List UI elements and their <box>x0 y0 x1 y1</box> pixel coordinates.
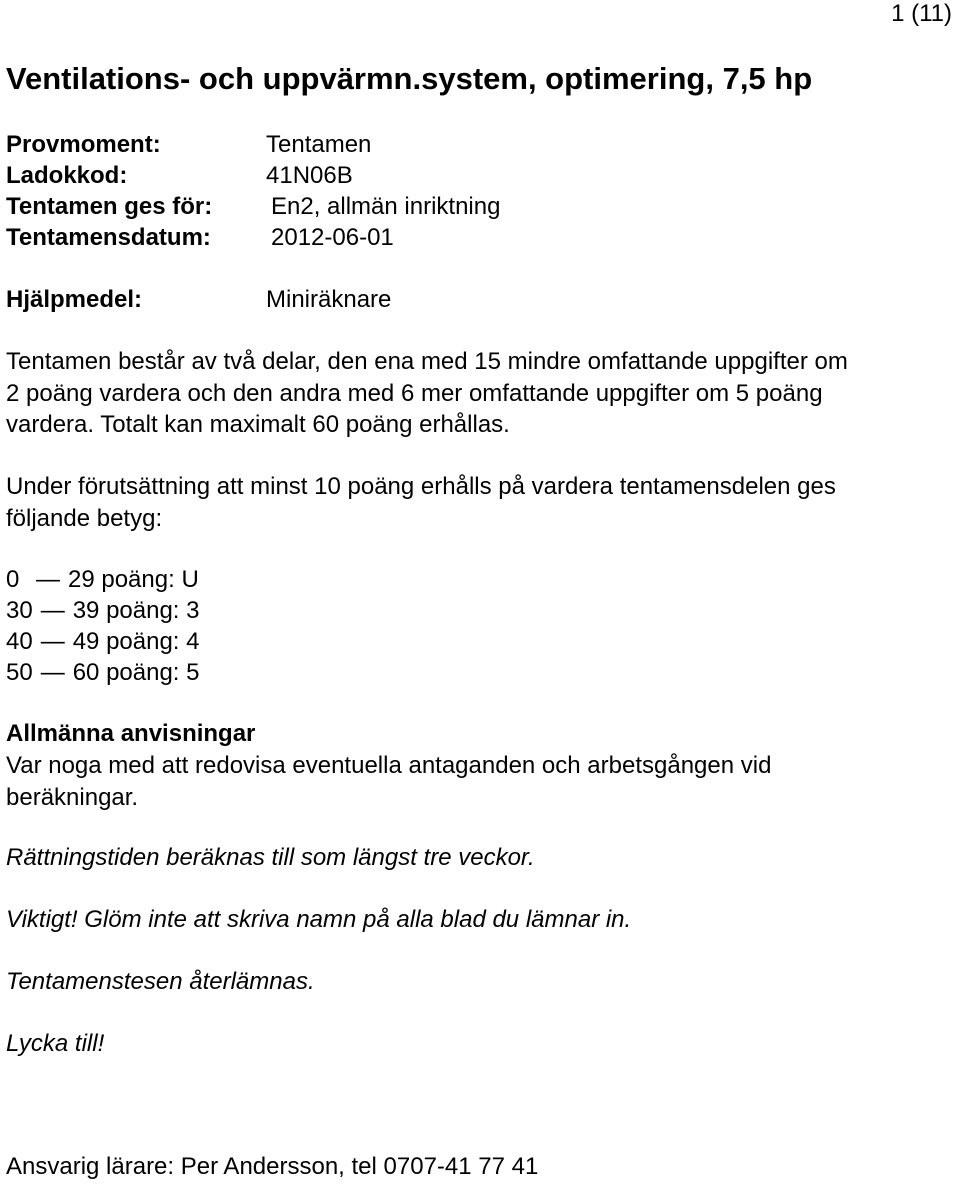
grade-row <box>6 658 200 688</box>
grade-rest: 39 poäng: 3 <box>72 597 200 624</box>
meta-value-datum: 2012-06-01 <box>271 224 394 251</box>
meta-label-provmoment: Provmoment: <box>6 131 161 158</box>
grade-rest: 29 poäng: U <box>68 566 199 593</box>
grade-dash: — <box>36 566 60 593</box>
note-return: Tentamenstesen återlämnas. <box>6 968 315 995</box>
responsible-teacher: Ansvarig lärare: Per Andersson, tel 0707-41 77 41 <box>6 1153 539 1180</box>
condition-line: Under förutsättning att minst 10 poäng erhålls på vardera tentamensdelen ges <box>6 473 836 500</box>
document-title: Ventilations- och uppvärmn.system, optimering, 7,5 hp <box>6 61 813 96</box>
grade-dash: — <box>40 659 65 686</box>
instructions-text <box>6 750 946 813</box>
meta-label-ges-for: Tentamen ges för: <box>6 193 213 220</box>
condition-line: följande betyg: <box>6 504 163 532</box>
intro-paragraph <box>6 346 946 441</box>
grade-from: 0 <box>6 566 20 593</box>
note-important: Viktigt! Glöm inte att skriva namn på alla blad du lämnar in. <box>6 906 632 933</box>
meta-label-hjalpmedel: Hjälpmedel: <box>6 286 143 313</box>
instructions-line: beräkningar. <box>6 783 139 811</box>
grade-rest: 49 poäng: 4 <box>72 628 200 655</box>
grade-rest: 60 poäng: 5 <box>72 659 200 686</box>
meta-value-ladokkod: 41N06B <box>266 162 353 189</box>
intro-line: vardera. Totalt kan maximalt 60 poäng erhållas. <box>6 411 510 438</box>
intro-line: Tentamen består av två delar, den ena med 15 mindre omfattande uppgifter om <box>6 348 848 375</box>
instructions-line: Var noga med att redovisa eventuella antaganden och arbetsgången vid <box>6 752 772 779</box>
instructions-heading: Allmänna anvisningar <box>6 720 256 747</box>
grade-dash: — <box>40 628 65 655</box>
meta-label-datum: Tentamensdatum: <box>6 224 211 251</box>
meta-label-ladokkod: Ladokkod: <box>6 162 128 189</box>
meta-value-hjalpmedel: Miniräknare <box>266 286 392 313</box>
grade-from: 30 <box>6 597 33 624</box>
meta-value-provmoment: Tentamen <box>266 131 372 158</box>
grade-from: 50 <box>6 659 33 686</box>
grade-dash: — <box>40 597 65 624</box>
note-good-luck: Lycka till! <box>6 1030 105 1057</box>
intro-line: 2 poäng vardera och den andra med 6 mer omfattande uppgifter om 5 poäng <box>6 379 823 407</box>
grade-row <box>6 627 200 657</box>
grade-row <box>6 565 199 595</box>
grade-from: 40 <box>6 628 33 655</box>
page-number: 1 (11) <box>891 0 952 27</box>
grade-row <box>6 596 200 626</box>
note-correction-time: Rättningstiden beräknas till som längst tre veckor. <box>6 844 535 871</box>
meta-value-ges-for: En2, allmän inriktning <box>271 193 501 220</box>
grading-condition <box>6 471 946 534</box>
